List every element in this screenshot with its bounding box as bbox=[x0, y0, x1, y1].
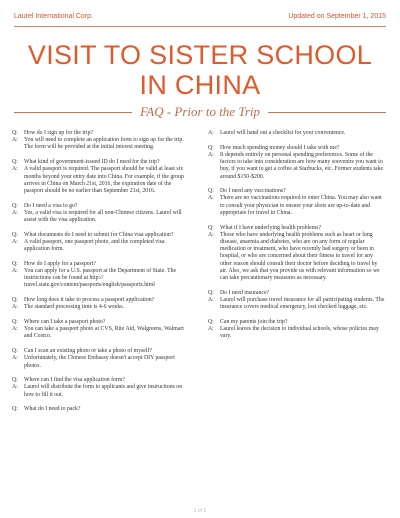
question-text: Can I scan an existing photo or take a photo of myself? bbox=[24, 348, 152, 355]
answer-label: A: bbox=[208, 231, 214, 238]
faq-answer bbox=[208, 297, 386, 311]
question-text: Where can I take a passport photo? bbox=[24, 319, 106, 326]
question-label: Q: bbox=[12, 319, 18, 326]
title-line-1: VISIT TO SISTER SCHOOL bbox=[27, 40, 373, 70]
faq-item bbox=[12, 159, 190, 195]
title-line-2: IN CHINA bbox=[139, 70, 261, 100]
answer-text: The standard processing time is 4-6 weeks. bbox=[24, 304, 124, 311]
faq-answer bbox=[12, 137, 190, 151]
faq-question bbox=[208, 188, 386, 195]
org-name: Laurel International Corp. bbox=[14, 12, 93, 20]
question-text: What if I have underlying health problems? bbox=[220, 224, 322, 231]
answer-label: A: bbox=[208, 151, 214, 158]
question-label: Q: bbox=[12, 130, 18, 136]
question-label: Q: bbox=[208, 144, 214, 151]
faq-question bbox=[12, 319, 190, 326]
answer-text: It depends entirely on personal spending preferences. Some of the factors to take into consideration are how many souvenirs you want to buy, if you want to get a coffee at Starbucks, etc. Former students take around $150-$200. bbox=[220, 151, 384, 180]
faq-item bbox=[208, 290, 386, 312]
faq-answer bbox=[12, 384, 190, 398]
page-title bbox=[0, 40, 400, 100]
question-text: What kind of government-issued ID do I need for the trip? bbox=[24, 159, 160, 166]
faq-question bbox=[12, 232, 190, 239]
faq-answer bbox=[208, 326, 386, 340]
faq-item bbox=[12, 297, 190, 311]
question-text: Can my parents join the trip? bbox=[220, 318, 288, 325]
answer-text: Laurel will purchase travel insurance for all participating students. The insurance covers medical emergency, lost checked luggage, etc. bbox=[220, 296, 385, 311]
question-text: Do I need any vaccinations? bbox=[220, 188, 286, 195]
answer-label: A: bbox=[208, 195, 214, 202]
faq-question bbox=[208, 319, 386, 326]
question-label: Q: bbox=[12, 348, 18, 355]
answer-label: A: bbox=[12, 355, 18, 362]
faq-answer bbox=[208, 130, 386, 137]
faq-item bbox=[208, 225, 386, 283]
question-label: Q: bbox=[208, 188, 214, 195]
faq-question bbox=[208, 145, 386, 152]
answer-text: Those who have underlying health problems such as heart or lung disease, anaemia and diabetes, who are on any form of regular medication or treatment, who have recently had surgery or been in hospital, or who are concerned about their fitness to travel for any other reason should consult their doctor before deciding to travel by air. Also, we ask that you provide us with relevant information so we can take precautionary measures as necessary. bbox=[220, 231, 380, 281]
question-text: Where can I find the visa application form? bbox=[24, 377, 125, 384]
faq-question bbox=[12, 203, 190, 210]
answer-label: A: bbox=[12, 326, 18, 333]
answer-label: A: bbox=[208, 130, 214, 136]
question-text: How do I apply for a passport? bbox=[24, 260, 96, 267]
faq-left-column bbox=[12, 130, 190, 421]
faq-item bbox=[12, 319, 190, 341]
faq-answer bbox=[12, 355, 190, 369]
question-label: Q: bbox=[12, 406, 18, 413]
answer-label: A: bbox=[12, 384, 18, 391]
answer-text: A valid passport is required. The passport should be valid at least six months beyond your entry date into China. For example, if the group arrives in China on March 21st, 2016, the expiration date of the passport should be no earlier than September 21st, 2016. bbox=[24, 166, 184, 194]
faq-question bbox=[12, 159, 190, 166]
answer-label: A: bbox=[208, 296, 214, 303]
header-divider bbox=[14, 26, 386, 27]
question-text: How much spending money should I take with me? bbox=[220, 144, 340, 151]
answer-label: A: bbox=[208, 325, 214, 332]
faq-answer bbox=[12, 166, 190, 195]
faq-item bbox=[12, 203, 190, 225]
faq-item bbox=[12, 130, 190, 152]
faq-item bbox=[208, 130, 386, 137]
question-label: Q: bbox=[208, 318, 214, 325]
page-subtitle: FAQ - Prior to the Trip bbox=[132, 104, 268, 120]
faq-question bbox=[12, 261, 190, 268]
faq-item bbox=[12, 261, 190, 290]
question-text: What documents do I need to submit for China visa application? bbox=[24, 231, 174, 238]
faq-answer bbox=[12, 326, 190, 340]
subtitle-band bbox=[14, 104, 386, 122]
faq-item bbox=[208, 319, 386, 341]
answer-text: You can take a passport photo at CVS, Rite Aid, Walgreens, Walmart and Costco. bbox=[24, 326, 184, 340]
answer-text: Yes, a valid visa is required for all non-Chinese citizens. Laurel will assist with the visa application. bbox=[24, 209, 182, 224]
question-text: Do I need a visa to go? bbox=[24, 202, 78, 209]
question-label: Q: bbox=[12, 159, 18, 166]
question-label: Q: bbox=[208, 289, 214, 296]
answer-text: A valid passport, one passport photo, and the completed visa application form. bbox=[24, 238, 165, 253]
updated-date: Updated on September 1, 2015 bbox=[288, 12, 386, 20]
answer-text: There are no vaccinations required to enter China. You may also want to consult your physician to ensure your shots are up-to-date and appropriate for travel in China. bbox=[220, 195, 382, 216]
answer-text: You can apply for a U.S. passport at the Department of State. The instructions can be found at http:// travel.state.gov/content/passports/english/passports.html bbox=[24, 268, 177, 289]
faq-question bbox=[208, 290, 386, 297]
answer-label: A: bbox=[12, 304, 18, 311]
question-label: Q: bbox=[12, 377, 18, 384]
question-label: Q: bbox=[12, 231, 18, 238]
answer-text: Laurel will hand out a checklist for your convenience. bbox=[220, 130, 346, 136]
faq-answer bbox=[12, 304, 190, 311]
page-header bbox=[14, 8, 386, 24]
question-label: Q: bbox=[12, 297, 18, 304]
question-text: What do I need to pack? bbox=[24, 406, 81, 413]
question-text: How long does it take to process a passport application? bbox=[24, 297, 155, 304]
page-number: 1 of 2 bbox=[193, 508, 207, 514]
answer-label: A: bbox=[12, 166, 18, 173]
question-label: Q: bbox=[208, 224, 214, 231]
answer-label: A: bbox=[12, 137, 18, 144]
faq-answer bbox=[208, 232, 386, 282]
answer-text: Unfortunately, the Chinese Embassy doesn't accept DIY passport photos. bbox=[24, 355, 175, 369]
question-text: How do I sign up for the trip? bbox=[24, 130, 94, 136]
faq-question bbox=[12, 297, 190, 304]
faq-item bbox=[208, 188, 386, 217]
faq-question bbox=[208, 225, 386, 232]
answer-text: Laurel will distribute the form to applicants and give instructions on how to fill it out. bbox=[24, 384, 183, 398]
answer-label: A: bbox=[12, 209, 18, 216]
question-label: Q: bbox=[12, 260, 18, 267]
faq-answer bbox=[12, 268, 190, 290]
faq-item bbox=[12, 232, 190, 254]
faq-item bbox=[12, 348, 190, 370]
faq-answer bbox=[208, 152, 386, 181]
answer-label: A: bbox=[12, 238, 18, 245]
faq-answer bbox=[208, 195, 386, 217]
faq-question bbox=[12, 406, 190, 413]
faq-item bbox=[208, 145, 386, 181]
faq-item bbox=[12, 377, 190, 399]
faq-item bbox=[12, 406, 190, 413]
question-label: Q: bbox=[12, 202, 18, 209]
answer-text: You will need to complete an application form to sign up for the trip. The form will be provided at the initial interest meeting. bbox=[24, 137, 184, 151]
answer-text: Laurel leaves the decision to individual schools, whose policies may vary. bbox=[220, 325, 379, 340]
answer-label: A: bbox=[12, 268, 18, 275]
faq-answer bbox=[12, 210, 190, 224]
faq-right-column bbox=[208, 130, 386, 348]
faq-answer bbox=[12, 239, 190, 253]
question-text: Do I need insurance? bbox=[220, 289, 270, 296]
